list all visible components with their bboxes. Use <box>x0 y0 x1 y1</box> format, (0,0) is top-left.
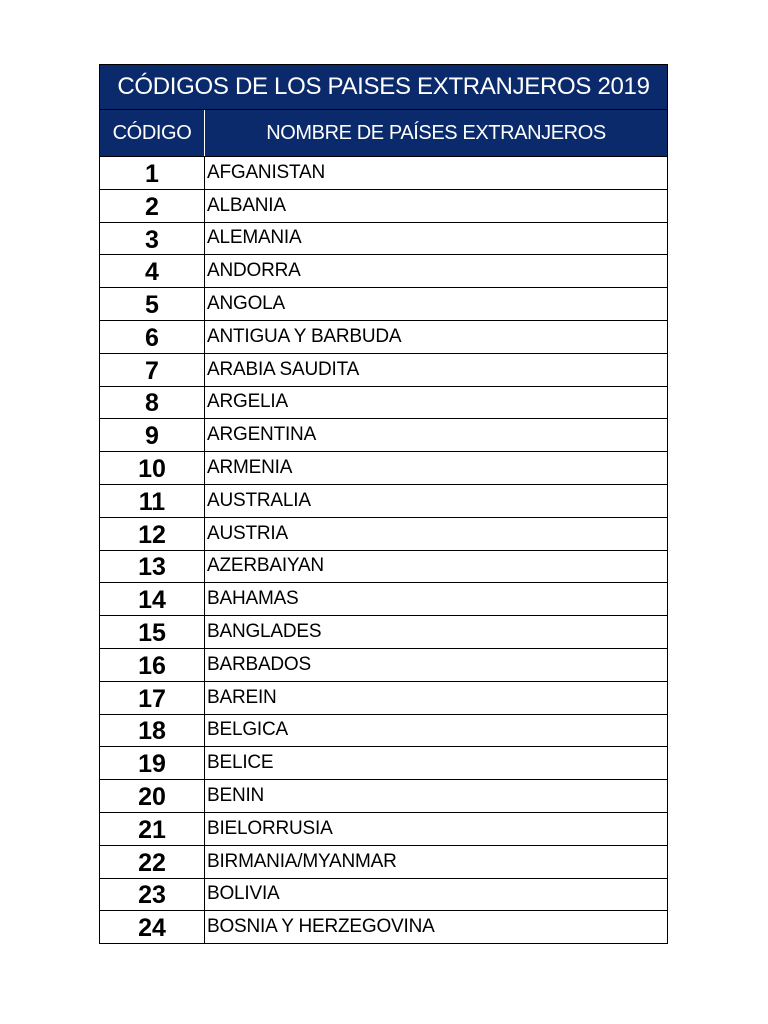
country-name-cell: BELGICA <box>207 719 288 741</box>
table-row <box>100 157 667 190</box>
country-name-cell: BARBADOS <box>207 653 311 675</box>
table-row <box>100 223 667 256</box>
country-code-cell: 14 <box>100 583 205 615</box>
country-codes-table <box>99 64 668 944</box>
country-name-cell: BIRMANIA/MYANMAR <box>207 850 397 872</box>
country-code-cell: 11 <box>100 485 205 517</box>
table-row <box>100 780 667 813</box>
table-row <box>100 616 667 649</box>
country-code-cell: 13 <box>100 551 205 583</box>
country-name-cell: BIELORRUSIA <box>207 817 333 839</box>
country-code-cell: 23 <box>100 879 205 911</box>
country-name-cell: BELICE <box>207 752 274 774</box>
table-row <box>100 583 667 616</box>
country-code-cell: 7 <box>100 354 205 386</box>
country-name-cell: BOLIVIA <box>207 883 280 905</box>
country-code-cell: 8 <box>100 387 205 419</box>
table-row <box>100 813 667 846</box>
country-name-cell: ALBANIA <box>207 194 286 216</box>
country-name-cell: BANGLADES <box>207 621 322 643</box>
table-row <box>100 747 667 780</box>
country-code-cell: 10 <box>100 452 205 484</box>
country-code-cell: 3 <box>100 223 205 255</box>
country-name-cell: BAHAMAS <box>207 588 299 610</box>
table-row <box>100 551 667 584</box>
country-name-cell: AFGANISTAN <box>207 161 325 183</box>
table-row <box>100 255 667 288</box>
column-header-code: CÓDIGO <box>100 110 205 156</box>
country-name-cell: ANTIGUA Y BARBUDA <box>207 325 402 347</box>
country-name-cell: ARGENTINA <box>207 424 317 446</box>
country-name-cell: ARMENIA <box>207 457 293 479</box>
country-code-cell: 21 <box>100 813 205 845</box>
country-code-cell: 20 <box>100 780 205 812</box>
table-row <box>100 419 667 452</box>
country-code-cell: 9 <box>100 419 205 451</box>
table-row <box>100 682 667 715</box>
column-header-name: NOMBRE DE PAÍSES EXTRANJEROS <box>266 121 606 144</box>
table-row <box>100 911 667 944</box>
country-name-cell: BAREIN <box>207 686 277 708</box>
country-name-cell: BENIN <box>207 785 265 807</box>
table-row <box>100 321 667 354</box>
country-name-cell: ARGELIA <box>207 391 288 413</box>
country-code-cell: 5 <box>100 288 205 320</box>
country-name-cell: AUSTRALIA <box>207 489 311 511</box>
country-name-cell: ANGOLA <box>207 293 285 315</box>
country-name-cell: ALEMANIA <box>207 227 302 249</box>
table-row <box>100 190 667 223</box>
country-code-cell: 19 <box>100 747 205 779</box>
country-code-cell: 6 <box>100 321 205 353</box>
country-code-cell: 4 <box>100 255 205 287</box>
table-row <box>100 715 667 748</box>
table-row <box>100 485 667 518</box>
table-row <box>100 879 667 912</box>
country-code-cell: 12 <box>100 518 205 550</box>
table-row <box>100 387 667 420</box>
country-code-cell: 1 <box>100 157 205 189</box>
table-title: CÓDIGOS DE LOS PAISES EXTRANJEROS 2019 <box>99 64 668 110</box>
table-row <box>100 846 667 879</box>
country-code-cell: 18 <box>100 715 205 747</box>
table-body <box>99 157 668 944</box>
country-code-cell: 2 <box>100 190 205 222</box>
country-name-cell: ANDORRA <box>207 260 301 282</box>
country-code-cell: 16 <box>100 649 205 681</box>
table-row <box>100 649 667 682</box>
country-name-cell: ARABIA SAUDITA <box>207 358 360 380</box>
country-code-cell: 22 <box>100 846 205 878</box>
country-name-cell: AZERBAIYAN <box>207 555 324 577</box>
country-name-cell: AUSTRIA <box>207 522 288 544</box>
table-row <box>100 288 667 321</box>
table-header-row <box>99 110 668 157</box>
table-row <box>100 518 667 551</box>
country-name-cell: BOSNIA Y HERZEGOVINA <box>207 916 435 938</box>
table-row <box>100 354 667 387</box>
country-code-cell: 17 <box>100 682 205 714</box>
country-code-cell: 24 <box>100 911 205 943</box>
country-code-cell: 15 <box>100 616 205 648</box>
table-row <box>100 452 667 485</box>
